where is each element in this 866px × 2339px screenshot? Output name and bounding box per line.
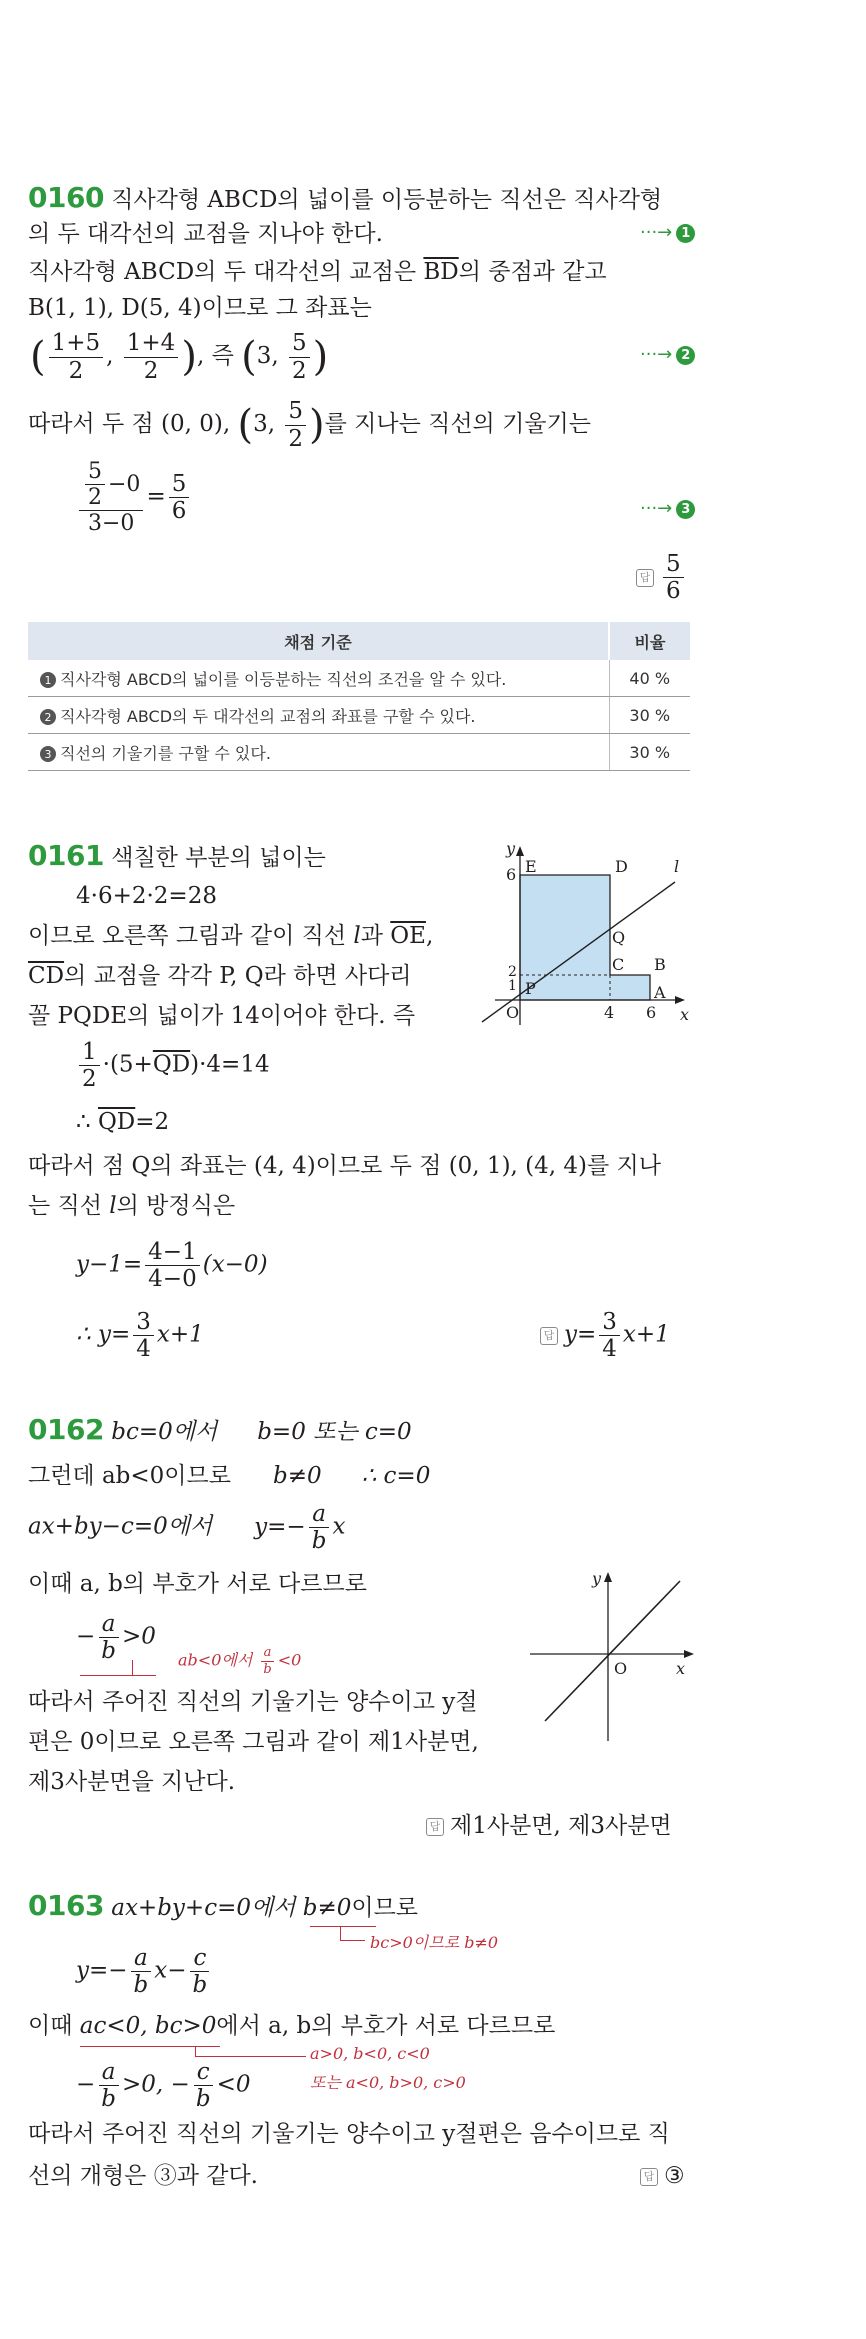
- answer-0162: 답 제1사분면, 제3사분면: [426, 1810, 672, 1842]
- x-arrow: [684, 1650, 694, 1658]
- problem-0162-line3: ax+by−c=0에서 y=− $\frac{a}{b}$ x: [28, 1501, 346, 1555]
- table-row: 1 직사각형 ABCD의 넓이를 이등분하는 직선의 조건을 알 수 있다. 40 %: [28, 660, 690, 697]
- step-marker-2: ···→ 2: [640, 344, 695, 365]
- y-label: y: [592, 1569, 602, 1588]
- answer-icon: 답: [636, 569, 654, 587]
- problem-0163-line6: 선의 개형은 ③과 같다.: [28, 2163, 258, 2189]
- problem-0163-line3: 이때 ac<0, bc>0에서 a, b의 부호가 서로 다르므로: [28, 2013, 556, 2039]
- problem-0162-line8: 제3사분면을 지난다.: [28, 1769, 235, 1795]
- criteria-header: 채점 기준: [28, 622, 609, 660]
- note-connector: [132, 1660, 175, 1675]
- problem-0162-line6: 따라서 주어진 직선의 기울기는 양수이고 y절: [28, 1689, 478, 1715]
- annotation-note: ab<0에서 $\frac{a}{b}$ <0: [178, 1645, 302, 1677]
- shaded-region: [520, 875, 650, 1000]
- grading-criteria-table: [28, 622, 690, 771]
- problem-0161-line3: 이므로 오른쪽 그림과 같이 직선 l과 $\overline{OE}$,: [28, 923, 434, 949]
- answer-icon: 답: [540, 1327, 558, 1345]
- y-label: y: [506, 840, 516, 858]
- annotation-note: 또는 a<0, b>0, c>0: [310, 2073, 466, 2092]
- point-P: P: [525, 979, 536, 998]
- table-row: 2 직사각형 ABCD의 두 대각선의 교점의 좌표를 구할 수 있다. 30 %: [28, 697, 690, 734]
- problem-0161-line5: 꼴 PQDE의 넓이가 14이어야 한다. 즉: [28, 1003, 416, 1029]
- problem-0161-line6: $\frac{1}{2}$ $\cdot(5+\overline{QD})\cdot 4=14$: [76, 1040, 270, 1091]
- point-C: C: [612, 955, 625, 974]
- problem-0161-line1: 0161 색칠한 부분의 넓이는: [28, 839, 326, 872]
- note-connector: [195, 2046, 306, 2057]
- problem-0160-midpoint: ( $\frac{1+5}{2}$ , $\frac{1+4}{2}$ ), 즉 (3, $\frac{5}{2}$ ): [30, 330, 329, 384]
- problem-0161-line4: $\overline{CD}$의 교점을 각각 P, Q라 하면 사다리: [28, 963, 412, 989]
- problem-0162-line1: 0162 bc=0에서 b=0 또는 c=0: [28, 1413, 412, 1446]
- problem-0161-line11: ∴ y= $\frac{3}{4}$ x+1: [76, 1309, 204, 1363]
- answer-0163: 답 ③: [640, 2160, 685, 2192]
- origin-label: O: [614, 1659, 628, 1678]
- note-connector: [340, 1926, 365, 1941]
- problem-0160-line1: 0160 직사각형 ABCD의 넓이를 이등분하는 직선은 직사각형: [28, 181, 663, 214]
- tick-1: 1: [508, 978, 517, 994]
- tick-4: 4: [604, 1003, 615, 1022]
- answer-icon: 답: [426, 1818, 444, 1836]
- problem-0162-line7: 편은 0이므로 오른쪽 그림과 같이 제1사분면,: [28, 1729, 479, 1755]
- problem-0161-line7: ∴ $\overline{QD}=2$: [76, 1109, 170, 1135]
- problem-0160-slope: $\frac{5}{2}$ −0 3−0 = $\frac{5}{6}$: [76, 460, 192, 535]
- figure-0161: [470, 840, 700, 1050]
- y-arrow: [516, 846, 524, 856]
- x-label: x: [680, 1005, 690, 1024]
- x-label: x: [676, 1659, 686, 1678]
- problem-0163-line4: − $\frac{a}{b}$ >0, − $\frac{c}{b}$ <0: [76, 2059, 251, 2113]
- tick-6: 6: [506, 865, 517, 884]
- problem-number: 0163: [28, 1889, 104, 1922]
- problem-number: 0161: [28, 839, 104, 872]
- point-E: E: [525, 857, 537, 876]
- origin-label: O: [506, 1003, 520, 1022]
- y-arrow: [604, 1572, 612, 1582]
- point-A: A: [654, 983, 666, 1002]
- line-through-origin: [545, 1581, 680, 1721]
- problem-0162-line4: 이때 a, b의 부호가 서로 다르므로: [28, 1571, 367, 1597]
- ratio-header: 비율: [609, 622, 690, 660]
- figure-0162: [520, 1566, 700, 1746]
- step-marker-1: ···→ 1: [640, 222, 695, 243]
- problem-0160-line2: 의 두 대각선의 교점을 지나야 한다.: [28, 221, 383, 247]
- table-row: 3 직선의 기울기를 구할 수 있다. 30 %: [28, 734, 690, 771]
- problem-0160-line4: B(1, 1), D(5, 4)이므로 그 좌표는: [28, 295, 372, 321]
- tick-6x: 6: [646, 1003, 657, 1022]
- problem-number: 0162: [28, 1413, 104, 1446]
- line-l-label: l: [674, 857, 680, 876]
- step-marker-3: ···→ 3: [640, 498, 695, 519]
- problem-0161-line9: 는 직선 l의 방정식은: [28, 1193, 236, 1219]
- annotation-note: a>0, b<0, c<0: [310, 2044, 430, 2063]
- point-D: D: [615, 857, 628, 876]
- tick-2: 2: [508, 964, 517, 980]
- answer-0161: 답 y= $\frac{3}{4}$ x+1: [540, 1310, 670, 1361]
- answer-0160: 답 $\frac{5}{6}$: [636, 552, 687, 603]
- problem-0163-line1: 0163 ax+by+c=0에서 b≠0이므로: [28, 1889, 419, 1922]
- problem-0162-line5: − $\frac{a}{b}$ >0: [76, 1611, 156, 1665]
- problem-0161-line2: 4·6+2·2=28: [76, 883, 217, 909]
- answer-icon: 답: [640, 2168, 658, 2186]
- problem-0163-line5: 따라서 주어진 직선의 기울기는 양수이고 y절편은 음수이므로 직: [28, 2121, 670, 2147]
- problem-0160-line6: 따라서 두 점 (0, 0), (3, $\frac{5}{2}$ )를 지나는 직선의 기울기는: [28, 398, 591, 452]
- point-Q: Q: [612, 928, 626, 947]
- problem-number: 0160: [28, 181, 104, 214]
- annotation-note: bc>0이므로 b≠0: [370, 1933, 499, 1952]
- problem-0162-line2: 그런데 ab<0이므로 b≠0 ∴ c=0: [28, 1463, 431, 1489]
- problem-0161-line10: y−1= $\frac{4-1}{4-0}$ (x−0): [76, 1239, 268, 1293]
- point-B: B: [654, 955, 666, 974]
- problem-0160-line3: 직사각형 ABCD의 두 대각선의 교점은 $\overline{BD}$의 중점과 같고: [28, 259, 607, 285]
- x-arrow: [675, 996, 685, 1004]
- problem-0163-line2: y=− $\frac{a}{b}$ x− $\frac{c}{b}$: [76, 1946, 213, 1997]
- problem-0161-line8: 따라서 점 Q의 좌표는 (4, 4)이므로 두 점 (0, 1), (4, 4)를 지나: [28, 1153, 661, 1179]
